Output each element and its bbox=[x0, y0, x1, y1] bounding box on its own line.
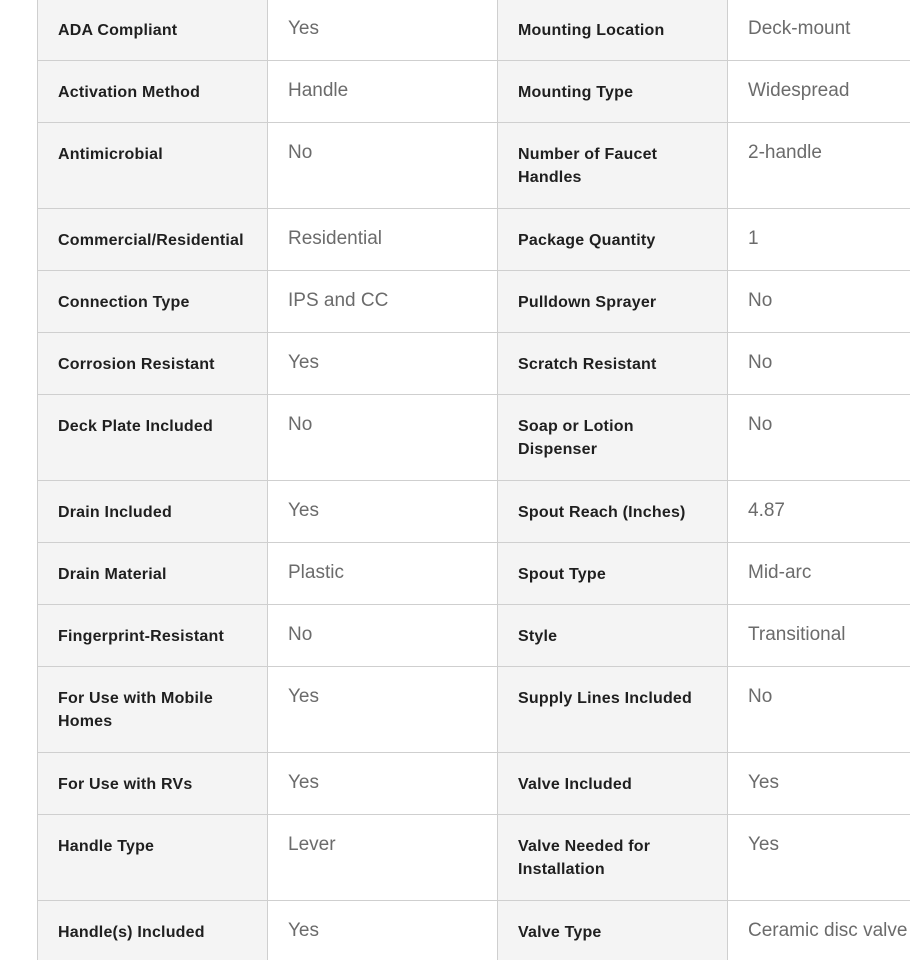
spec-label: Mounting Type bbox=[498, 61, 728, 123]
spec-label: For Use with RVs bbox=[38, 753, 268, 815]
spec-value: Yes bbox=[268, 667, 498, 753]
spec-label: Valve Needed for Installation bbox=[498, 815, 728, 901]
specifications-table bbox=[37, 0, 910, 960]
spec-label: Deck Plate Included bbox=[38, 395, 268, 481]
spec-value: Handle bbox=[268, 61, 498, 123]
spec-value: Plastic bbox=[268, 543, 498, 605]
spec-value: No bbox=[728, 667, 910, 753]
spec-value: Widespread bbox=[728, 61, 910, 123]
spec-label: Soap or Lotion Dispenser bbox=[498, 395, 728, 481]
spec-value: Yes bbox=[728, 815, 910, 901]
table-row bbox=[38, 333, 910, 395]
spec-value: Lever bbox=[268, 815, 498, 901]
spec-label: Supply Lines Included bbox=[498, 667, 728, 753]
table-row bbox=[38, 271, 910, 333]
table-row bbox=[38, 901, 910, 960]
table-row bbox=[38, 815, 910, 901]
spec-label: Corrosion Resistant bbox=[38, 333, 268, 395]
spec-value: No bbox=[728, 271, 910, 333]
spec-value: Yes bbox=[268, 333, 498, 395]
spec-label: Package Quantity bbox=[498, 209, 728, 271]
spec-label: Spout Reach (Inches) bbox=[498, 481, 728, 543]
spec-value: No bbox=[728, 395, 910, 481]
spec-label: ADA Compliant bbox=[38, 0, 268, 61]
spec-value: Mid-arc bbox=[728, 543, 910, 605]
table-row bbox=[38, 605, 910, 667]
spec-value: Yes bbox=[268, 481, 498, 543]
spec-value: No bbox=[268, 605, 498, 667]
spec-value: Deck-mount bbox=[728, 0, 910, 61]
spec-label: Mounting Location bbox=[498, 0, 728, 61]
spec-value: IPS and CC bbox=[268, 271, 498, 333]
table-row bbox=[38, 543, 910, 605]
table-row bbox=[38, 481, 910, 543]
spec-value: 4.87 bbox=[728, 481, 910, 543]
spec-label: Activation Method bbox=[38, 61, 268, 123]
spec-label: Connection Type bbox=[38, 271, 268, 333]
spec-label: Number of Faucet Handles bbox=[498, 123, 728, 209]
table-row bbox=[38, 667, 910, 753]
spec-label: Drain Included bbox=[38, 481, 268, 543]
spec-label: Spout Type bbox=[498, 543, 728, 605]
spec-label: Drain Material bbox=[38, 543, 268, 605]
spec-value: No bbox=[268, 123, 498, 209]
spec-value: Yes bbox=[268, 901, 498, 960]
spec-label: Handle(s) Included bbox=[38, 901, 268, 960]
table-row bbox=[38, 61, 910, 123]
spec-value: Transitional bbox=[728, 605, 910, 667]
spec-value: Yes bbox=[268, 0, 498, 61]
spec-value: Ceramic disc valve bbox=[728, 901, 910, 960]
table-row bbox=[38, 395, 910, 481]
spec-value: 2-handle bbox=[728, 123, 910, 209]
spec-value: Yes bbox=[268, 753, 498, 815]
spec-value: Yes bbox=[728, 753, 910, 815]
spec-value: 1 bbox=[728, 209, 910, 271]
spec-value: No bbox=[268, 395, 498, 481]
spec-value: No bbox=[728, 333, 910, 395]
spec-label: Commercial/Residential bbox=[38, 209, 268, 271]
spec-label: Scratch Resistant bbox=[498, 333, 728, 395]
table-row bbox=[38, 209, 910, 271]
spec-label: Style bbox=[498, 605, 728, 667]
spec-label: Valve Type bbox=[498, 901, 728, 960]
spec-label: Pulldown Sprayer bbox=[498, 271, 728, 333]
table-row bbox=[38, 753, 910, 815]
table-row bbox=[38, 123, 910, 209]
spec-value: Residential bbox=[268, 209, 498, 271]
spec-label: Fingerprint-Resistant bbox=[38, 605, 268, 667]
spec-label: For Use with Mobile Homes bbox=[38, 667, 268, 753]
spec-label: Antimicrobial bbox=[38, 123, 268, 209]
table-row bbox=[38, 0, 910, 61]
spec-label: Handle Type bbox=[38, 815, 268, 901]
spec-label: Valve Included bbox=[498, 753, 728, 815]
